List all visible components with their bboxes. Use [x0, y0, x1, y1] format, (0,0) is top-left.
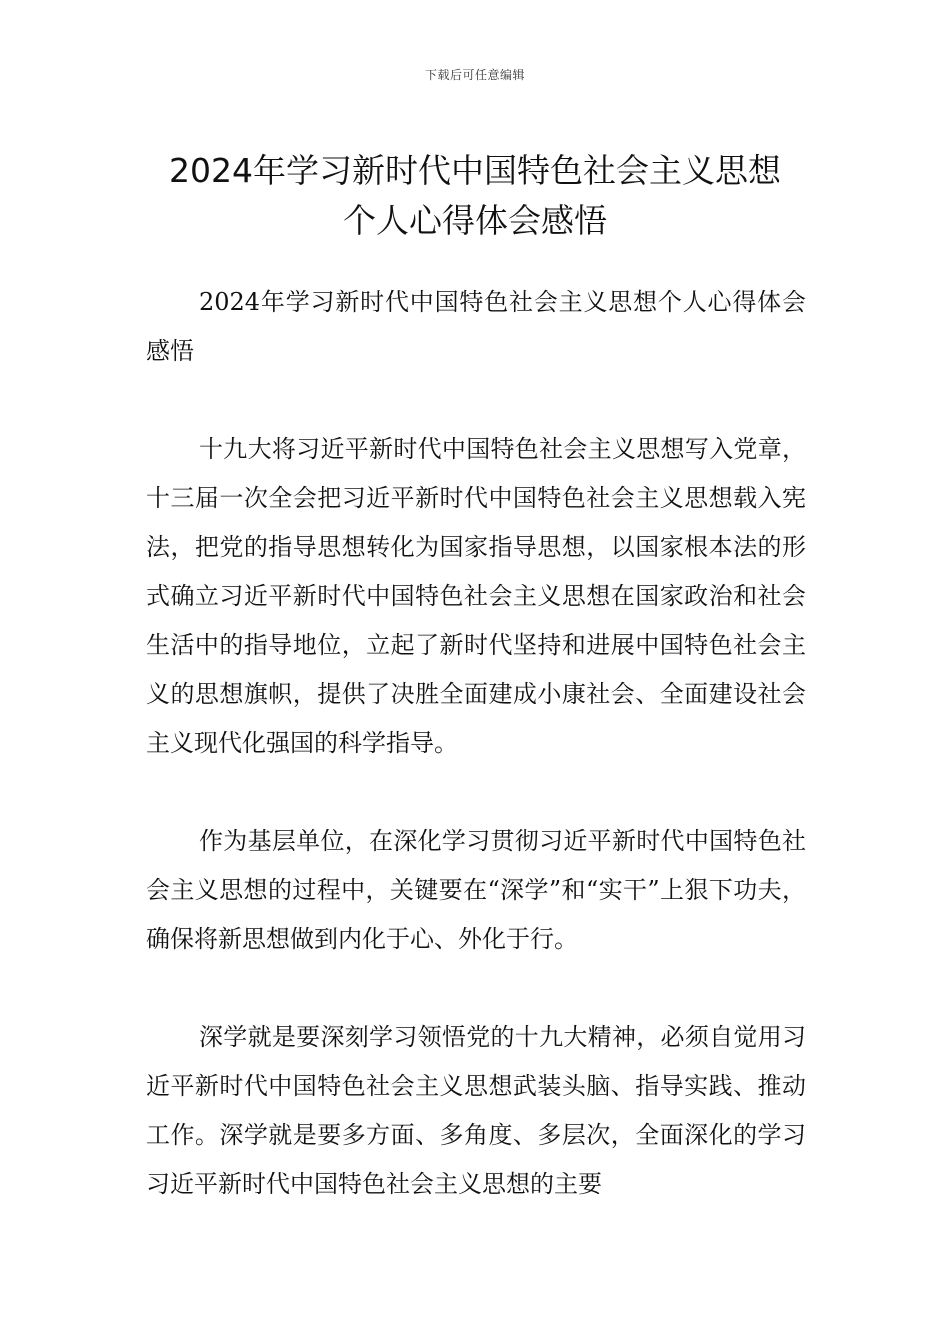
paragraph-4: 深学就是要深刻学习领悟党的十九大精神，必须自觉用习近平新时代中国特色社会主义思想武装头脑、指导实践、推动工作。深学就是要多方面、多角度、多层次，全面深化的学习习近平新时代中国特色社会主义思想的主要 — [146, 1023, 806, 1198]
paragraph-1: 2024年学习新时代中国特色社会主义思想个人心得体会感悟 — [146, 288, 806, 365]
paragraph-3: 作为基层单位，在深化学习贯彻习近平新时代中国特色社会主义思想的过程中，关键要在“深学”和“实干”上狠下功夫，确保将新思想做到内化于心、外化于行。 — [146, 827, 806, 953]
title-line-1: 2024年学习新时代中国特色社会主义思想 — [169, 151, 781, 191]
paragraph-2: 十九大将习近平新时代中国特色社会主义思想写入党章，十三届一次全会把习近平新时代中国特色社会主义思想载入宪法，把党的指导思想转化为国家指导思想，以国家根本法的形式确立习近平新时代中国特色社会主义思想在国家政治和社会生活中的指导地位，立起了新时代坚持和进展中国特色社会主义的思想旗帜，提供了决胜全面建成小康社会、全面建设社会主义现代化强国的科学指导。 — [146, 435, 806, 757]
document-body — [146, 278, 806, 1258]
header-note: 下载后可任意编辑 — [424, 68, 525, 82]
document-title — [120, 146, 830, 246]
title-line-2: 个人心得体会感悟 — [343, 201, 607, 241]
